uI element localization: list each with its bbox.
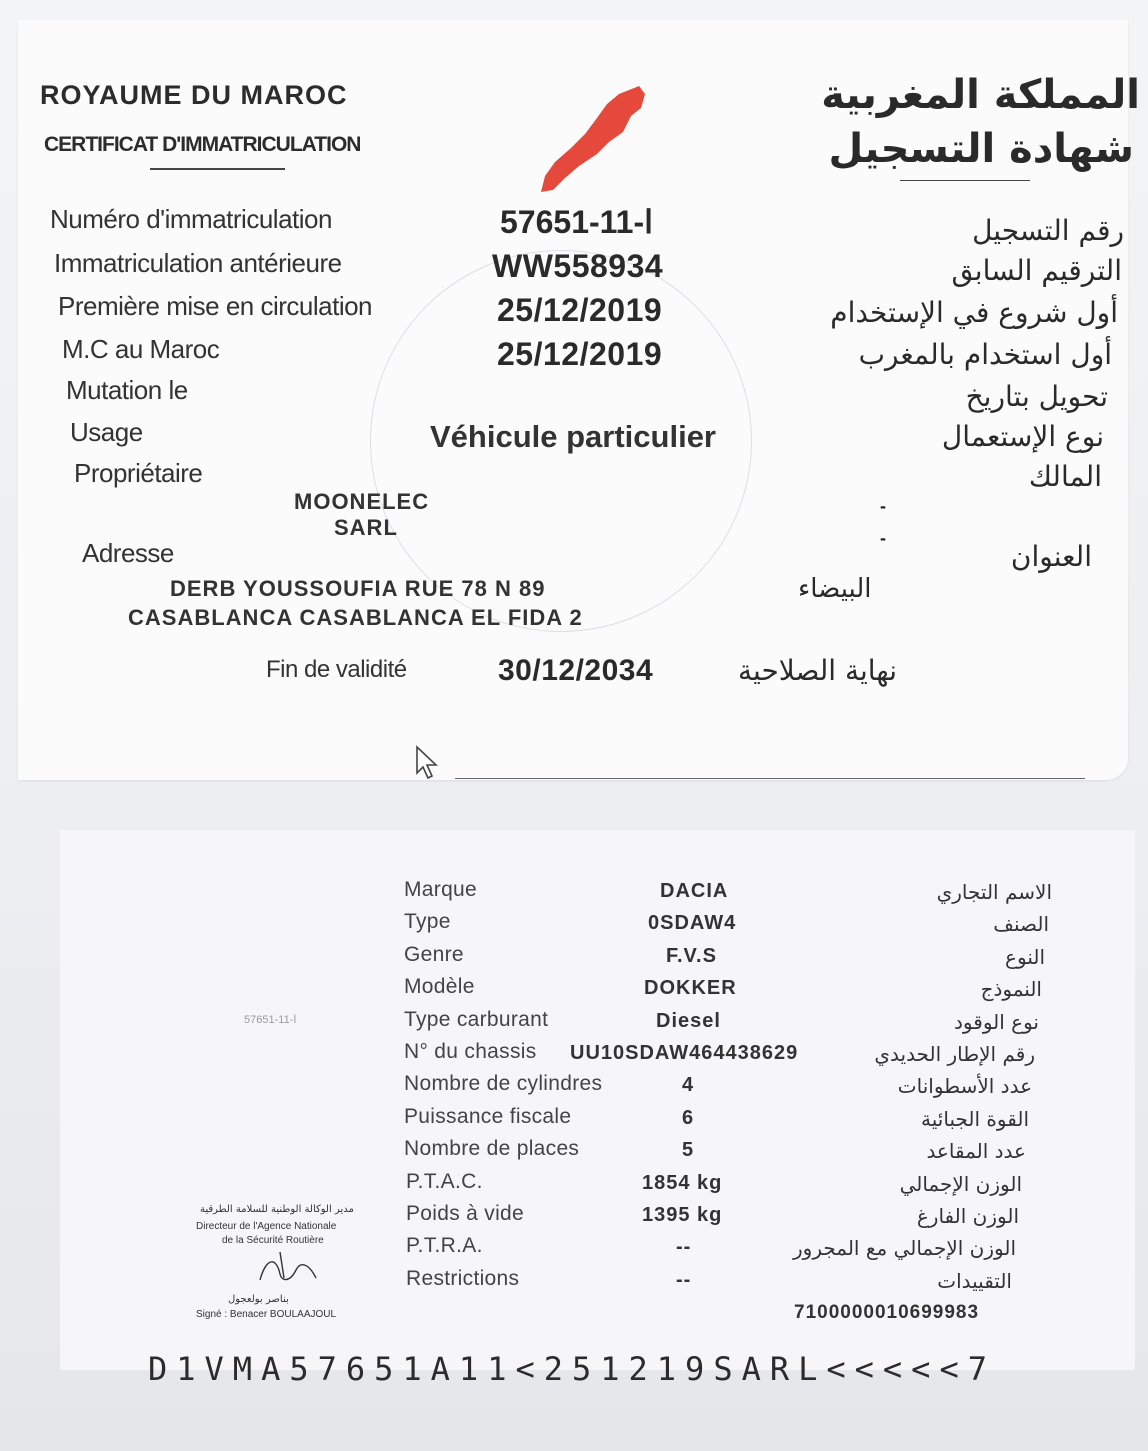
vehicle-label: Poids à vide [406, 1202, 525, 1225]
label-proprietaire-ar: المالك [1028, 460, 1102, 493]
vehicle-label-ar: التقييدات [937, 1269, 1012, 1293]
card-bottom-line [455, 778, 1085, 779]
vehicle-value: 1854 kg [642, 1172, 723, 1194]
label-validite: Fin de validité [266, 656, 407, 683]
signature-signed: Signé : Benacer BOULAAJOUL [196, 1309, 337, 1320]
label-mc-maroc-ar: أول استخدام بالمغرب [858, 338, 1112, 371]
vehicle-label: Nombre de places [404, 1137, 580, 1160]
vehicle-label-ar: رقم الإطار الحديدي [874, 1042, 1035, 1066]
document-title-fr: CERTIFICAT D'IMMATRICULATION [44, 133, 361, 156]
vehicle-value: F.V.S [666, 945, 717, 967]
vehicle-label-ar: الوزن الفارغ [916, 1204, 1019, 1228]
vehicle-label: Marque [404, 878, 478, 901]
owner-name-line2: SARL [334, 515, 398, 540]
title-ar-underline [900, 180, 1030, 181]
owner-ar-placeholder: - [880, 496, 886, 516]
vehicle-label: P.T.R.A. [406, 1234, 483, 1257]
label-numero-ar: رقم التسجيل [972, 214, 1124, 247]
address-line1: DERB YOUSSOUFIA RUE 78 N 89 [170, 576, 546, 601]
value-usage: Véhicule particulier [430, 419, 716, 454]
document-title-ar: شهادة التسجيل [828, 126, 1134, 172]
vehicle-value: DACIA [660, 880, 729, 902]
vehicle-label-ar: الاسم التجاري [936, 880, 1052, 904]
value-numero: 57651-ا-11 [500, 204, 654, 240]
label-anterieure: Immatriculation antérieure [54, 248, 342, 278]
owner-name-line1: MOONELEC [294, 489, 430, 514]
label-adresse-ar: العنوان [1010, 540, 1092, 573]
vehicle-label-ar: عدد المقاعد [926, 1139, 1026, 1163]
value-anterieure: WW558934 [492, 248, 664, 284]
label-premiere-ar: أول شروع في الإستخدام [830, 296, 1118, 329]
signature-mark [250, 1248, 330, 1290]
vehicle-label: Puissance fiscale [404, 1105, 572, 1128]
label-usage: Usage [70, 417, 143, 447]
value-mc-maroc: 25/12/2019 [497, 336, 663, 372]
title-underline [150, 168, 285, 170]
address-line2: CASABLANCA CASABLANCA EL FIDA 2 [128, 605, 583, 630]
label-mutation: Mutation le [66, 375, 188, 405]
serial-number: 7100000010699983 [794, 1302, 980, 1323]
label-mutation-ar: تحويل بتاريخ [965, 380, 1108, 413]
vehicle-label-ar: الوزن الإجمالي [899, 1172, 1022, 1196]
vehicle-value: UU10SDAW464438629 [570, 1042, 799, 1064]
vehicle-label-ar: النموذج [980, 977, 1042, 1001]
mouse-cursor-icon [414, 745, 440, 781]
vehicle-label-ar: القوة الجبائية [921, 1107, 1029, 1131]
country-title-fr: ROYAUME DU MAROC [40, 80, 348, 110]
stamp-number: 57651-ا-11 [244, 1014, 297, 1026]
signature-line1: Directeur de l'Agence Nationale [196, 1221, 337, 1232]
label-numero: Numéro d'immatriculation [50, 204, 332, 234]
label-validite-ar: نهاية الصلاحية [738, 654, 898, 687]
vehicle-label: Nombre de cylindres [404, 1072, 603, 1095]
vehicle-label-ar: نوع الوقود [954, 1010, 1039, 1034]
vehicle-label: Modèle [404, 975, 475, 998]
vehicle-label: Type [404, 910, 451, 933]
value-premiere: 25/12/2019 [497, 292, 663, 328]
label-anterieure-ar: الترقيم السابق [951, 254, 1122, 287]
address-city-ar: البيضاء [798, 574, 872, 604]
value-validite: 30/12/2034 [498, 654, 654, 687]
vehicle-value: DOKKER [644, 977, 737, 999]
vehicle-label: N° du chassis [404, 1040, 537, 1063]
morocco-map-icon [535, 80, 650, 195]
signature-org-ar: مدير الوكالة الوطنية للسلامة الطرقية [200, 1204, 354, 1215]
vehicle-label-ar: الصنف [993, 912, 1049, 936]
country-title-ar: المملكة المغربية [821, 72, 1140, 118]
label-premiere: Première mise en circulation [58, 291, 373, 321]
vehicle-label-ar: الوزن الإجمالي مع المجرور [793, 1236, 1016, 1260]
owner-ar-placeholder: - [880, 528, 886, 548]
mrz-line: D1VMA57651A11<251219SARL<<<<<7 [148, 1350, 996, 1388]
label-adresse: Adresse [82, 538, 174, 568]
label-proprietaire: Propriétaire [74, 458, 203, 488]
vehicle-value: Diesel [656, 1010, 721, 1032]
vehicle-label-ar: عدد الأسطوانات [897, 1074, 1032, 1098]
vehicle-value: 6 [682, 1107, 695, 1129]
vehicle-value: -- [676, 1269, 692, 1291]
vehicle-value: -- [676, 1236, 692, 1258]
vehicle-value: 0SDAW4 [648, 912, 737, 934]
signature-line2: de la Sécurité Routière [222, 1235, 324, 1246]
label-usage-ar: نوع الإستعمال [941, 420, 1104, 453]
vehicle-label: Restrictions [406, 1267, 520, 1290]
vehicle-label: P.T.A.C. [406, 1170, 483, 1193]
vehicle-label-ar: النوع [1005, 945, 1045, 969]
vehicle-value: 1395 kg [642, 1204, 723, 1226]
signature-name-ar: بناصر بولعجول [228, 1294, 289, 1305]
label-mc-maroc: M.C au Maroc [62, 334, 220, 364]
vehicle-label: Type carburant [404, 1008, 549, 1031]
vehicle-value: 5 [682, 1139, 695, 1161]
vehicle-label: Genre [404, 943, 464, 966]
vehicle-value: 4 [682, 1074, 695, 1096]
